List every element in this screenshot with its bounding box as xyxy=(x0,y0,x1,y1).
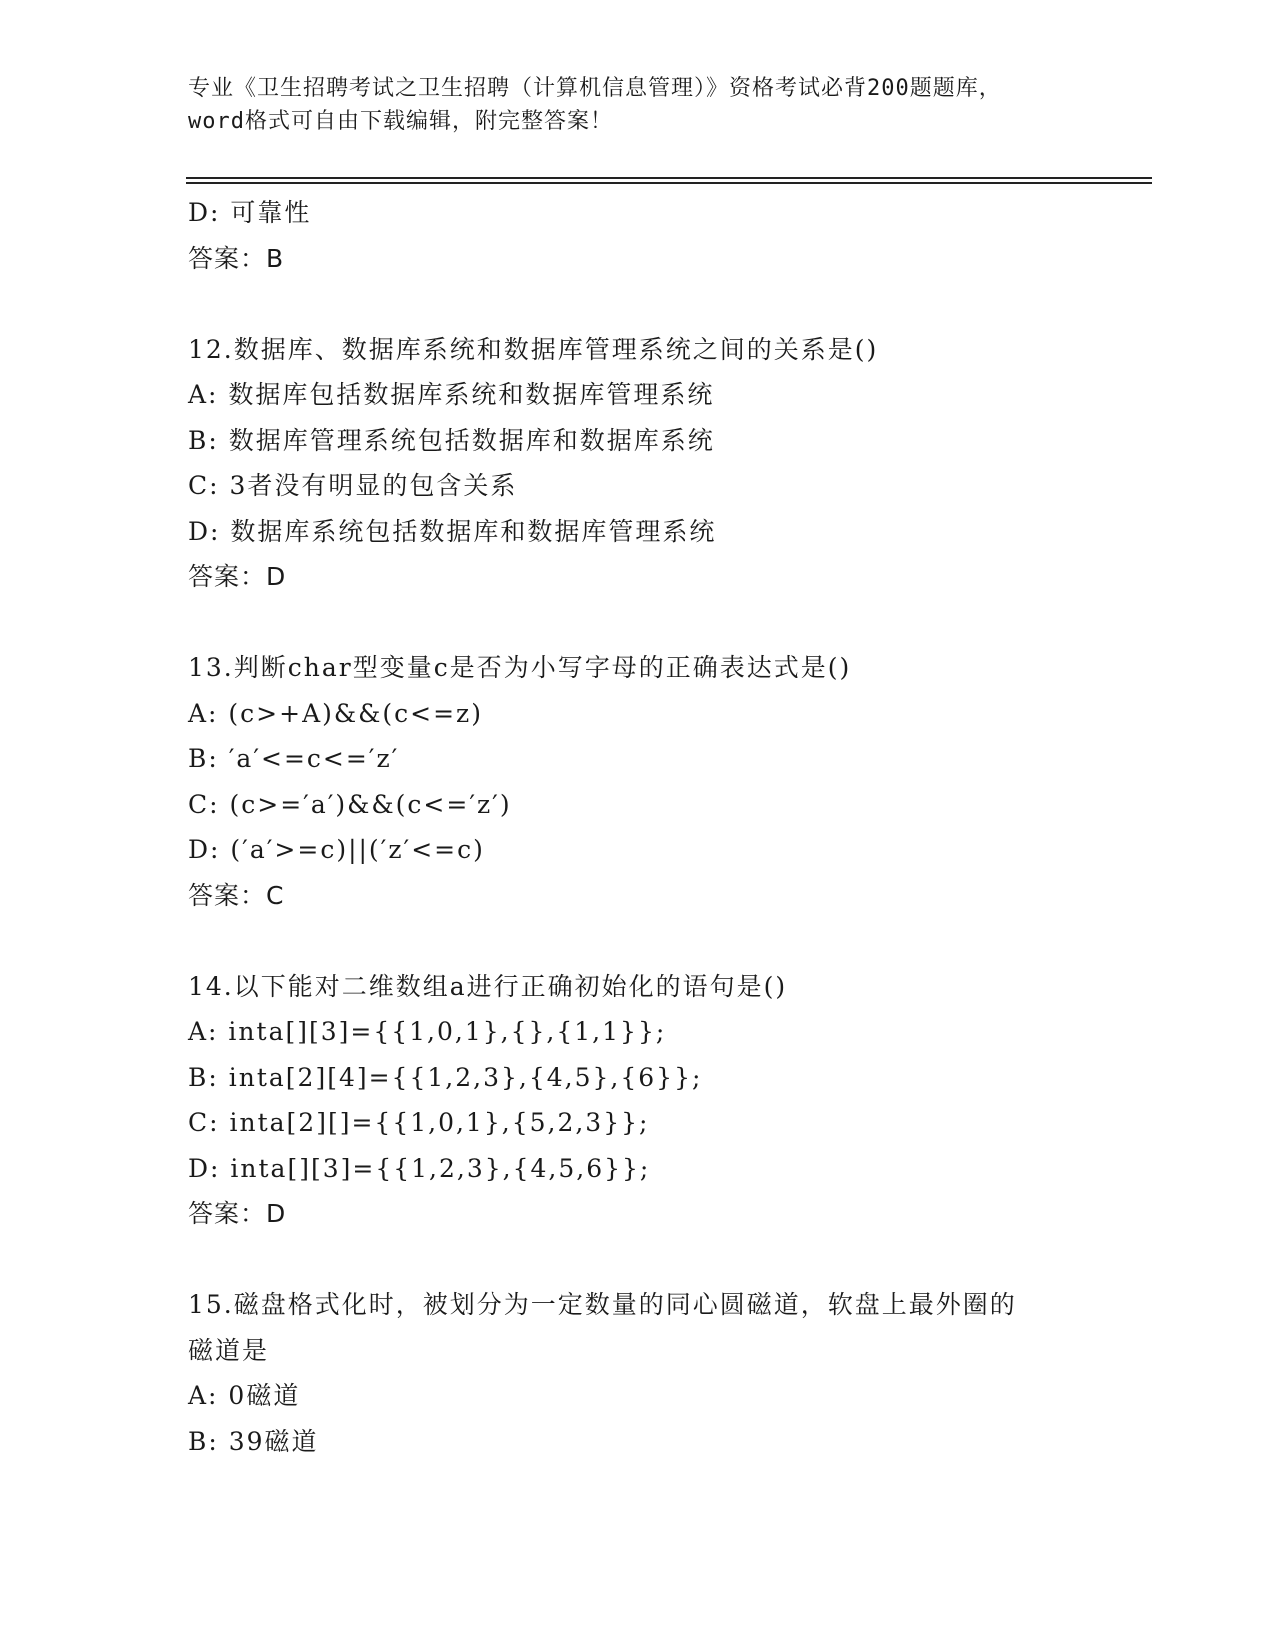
answer-line: 答案：D xyxy=(188,1199,287,1228)
question-block-prev xyxy=(188,190,1148,281)
spacer xyxy=(188,600,1148,646)
option-c: C: inta[2][]={{1,0,1},{5,2,3}}; xyxy=(188,1108,650,1137)
question-text-line-1: 15.磁盘格式化时，被划分为一定数量的同心圆磁道，软盘上最外圈的 xyxy=(188,1290,1017,1319)
option-d: D: (′a′>=c)||(′z′<=c) xyxy=(188,835,485,864)
answer-line: 答案：D xyxy=(188,562,287,591)
question-list xyxy=(188,190,1148,1464)
option-b: B: 39磁道 xyxy=(188,1426,319,1456)
spacer xyxy=(188,1237,1148,1283)
question-text-line-2: 磁道是 xyxy=(188,1335,270,1365)
header-divider-top xyxy=(186,177,1152,179)
spacer xyxy=(188,281,1148,327)
question-text: 13.判断char型变量c是否为小写字母的正确表达式是() xyxy=(188,653,852,682)
option-b: B: ′a′<=c<=′z′ xyxy=(188,744,400,773)
option-d: D: inta[][3]={{1,2,3},{4,5,6}}; xyxy=(188,1153,651,1183)
spacer xyxy=(188,918,1148,964)
question-block-13 xyxy=(188,645,1148,918)
option-a: A: (c>+A)&&(c<=z) xyxy=(188,698,483,728)
header-title-line-1: 专业《卫生招聘考试之卫生招聘（计算机信息管理）》资格考试必背200题题库， xyxy=(188,76,1002,101)
header-divider-bottom xyxy=(186,182,1152,184)
answer-line: 答案：B xyxy=(188,243,285,273)
question-text: 12.数据库、数据库系统和数据库管理系统之间的关系是() xyxy=(188,334,879,364)
option-d: D: 可靠性 xyxy=(188,198,312,227)
question-block-12 xyxy=(188,327,1148,600)
option-b: B: inta[2][4]={{1,2,3},{4,5},{6}}; xyxy=(188,1062,703,1092)
option-d: D: 数据库系统包括数据库和数据库管理系统 xyxy=(188,516,717,546)
question-block-14 xyxy=(188,964,1148,1237)
option-a: A: 数据库包括数据库系统和数据库管理系统 xyxy=(188,380,715,409)
header-title-line-2: word格式可自由下载编辑，附完整答案！ xyxy=(188,109,613,134)
option-b: B: 数据库管理系统包括数据库和数据库系统 xyxy=(188,425,715,455)
answer-line: 答案：C xyxy=(188,880,285,910)
document-header xyxy=(188,72,1088,138)
question-text: 14.以下能对二维数组a进行正确初始化的语句是() xyxy=(188,971,788,1001)
option-c: C: (c>=′a′)&&(c<=′z′) xyxy=(188,789,512,819)
option-a: A: inta[][3]={{1,0,1},{},{1,1}}; xyxy=(188,1017,667,1046)
option-c: C: 3者没有明显的包含关系 xyxy=(188,471,518,500)
question-block-15 xyxy=(188,1282,1148,1464)
option-a: A: 0磁道 xyxy=(188,1381,301,1410)
